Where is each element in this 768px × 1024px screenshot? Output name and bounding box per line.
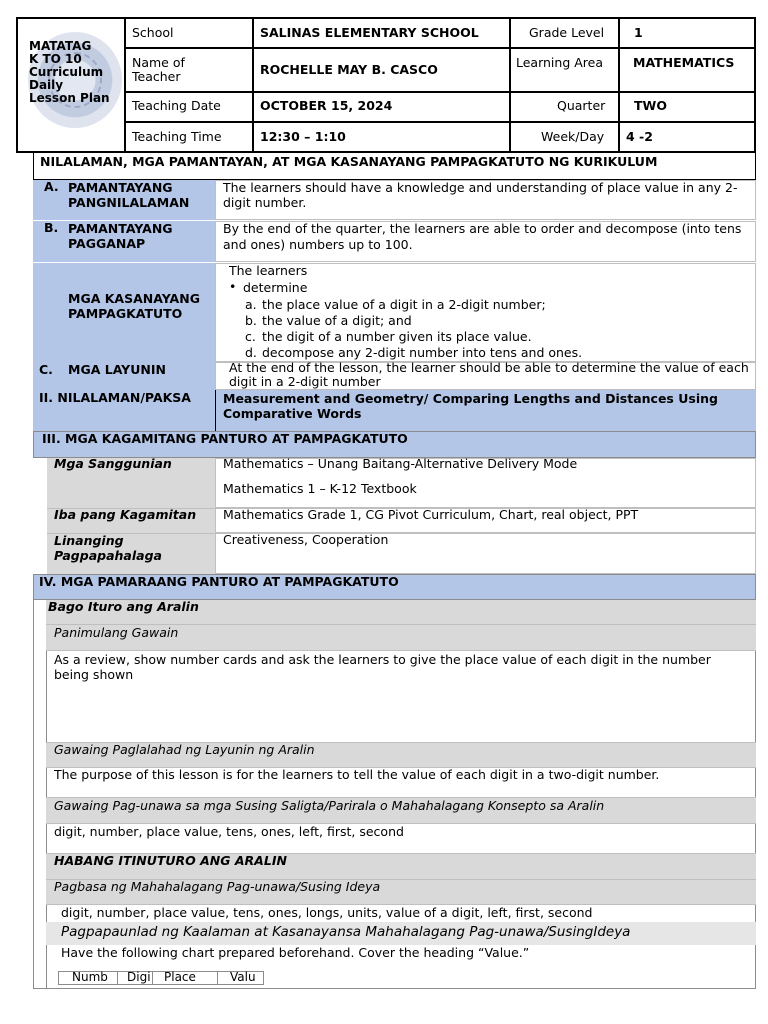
list-letter: b. xyxy=(245,313,257,328)
linang-text: Creativeness, Cooperation xyxy=(223,532,389,547)
list-letter: c. xyxy=(245,329,256,344)
header-rule xyxy=(252,17,254,153)
pagbasa-label: Pagbasa ng Mahahalagang Pag-unawa/Susing Ideya xyxy=(54,879,381,894)
iba-text: Mathematics Grade 1, CG Pivot Curriculum, Chart, real object, PPT xyxy=(223,507,639,522)
section3-title: III. MGA KAGAMITANG PANTURO AT PAMPAGKATUTO xyxy=(42,431,408,446)
header-rule xyxy=(124,47,756,49)
b-label: PAMANTAYANG PAGGANAP xyxy=(68,221,173,251)
header-rule xyxy=(124,91,756,93)
chart-header: Valu xyxy=(230,970,256,984)
header-rule xyxy=(124,121,756,123)
section2-text: Measurement and Geometry/ Comparing Lengths and Distances Using Comparative Words xyxy=(223,391,718,421)
c-text: At the end of the lesson, the learner should be able to determine the value of each digit in a 2-digit number xyxy=(229,360,749,389)
c-label: MGA LAYUNIN xyxy=(68,362,166,377)
divider xyxy=(33,988,756,989)
pagpapaunlad-text: Have the following chart prepared beforehand. Cover the heading “Value.” xyxy=(61,945,530,960)
weekday-value: 4 -2 xyxy=(626,129,653,144)
habang-label: HABANG ITINUTURO ANG ARALIN xyxy=(54,853,287,868)
list-item: the value of a digit; and xyxy=(262,313,412,328)
logo-title: MATATAG K TO 10 Curriculum Daily Lesson Plan xyxy=(29,39,110,105)
school-label: School xyxy=(132,25,174,40)
header-rule xyxy=(618,17,620,153)
panimulang-label: Panimulang Gawain xyxy=(54,625,179,640)
paglalahad-label: Gawaing Paglalahad ng Layunin ng Aralin xyxy=(54,742,315,757)
list-letter: a. xyxy=(245,297,257,312)
date-label: Teaching Date xyxy=(132,98,221,113)
time-value: 12:30 – 1:10 xyxy=(260,129,346,144)
teacher-label: Name of Teacher xyxy=(132,55,185,84)
bago-label: Bago Ituro ang Aralin xyxy=(48,599,199,614)
area-label: Learning Area xyxy=(516,55,604,70)
sanggunian-label: Mga Sanggunian xyxy=(54,456,172,471)
b-letter: B. xyxy=(44,220,59,235)
chart-header: Numb xyxy=(72,970,108,984)
pagunawa-label: Gawaing Pag-unawa sa mga Susing Saligta/Parirala o Mahahalagang Konsepto sa Aralin xyxy=(54,798,605,813)
time-label: Teaching Time xyxy=(132,129,222,144)
kasanayang-label: MGA KASANAYANG PAMPAGKATUTO xyxy=(68,291,200,321)
iba-label: Iba pang Kagamitan xyxy=(54,507,197,522)
divider xyxy=(217,971,218,985)
linang-label: Linanging Pagpapahalaga xyxy=(54,533,162,563)
divider xyxy=(33,600,34,988)
section4-title: IV. MGA PAMARAANG PANTURO AT PAMPAGKATUTO xyxy=(39,574,399,589)
a-letter: A. xyxy=(44,179,59,194)
header-rule xyxy=(124,17,126,153)
k-bullet: determine xyxy=(243,280,308,295)
list-item: decompose any 2-digit number into tens and ones. xyxy=(262,345,583,360)
k-intro: The learners xyxy=(229,263,308,278)
a-text: The learners should have a knowledge and understanding of place value in any 2-digit number. xyxy=(223,180,738,210)
list-letter: d. xyxy=(245,345,257,360)
b-text: By the end of the quarter, the learners are able to order and decompose (into tens and ones) numbers up to 100. xyxy=(223,221,742,252)
section1-title: NILALAMAN, MGA PAMANTAYAN, AT MGA KASANAYANG PAMPAGKATUTO NG KURIKULUM xyxy=(40,154,658,169)
section2-label: II. NILALAMAN/PAKSA xyxy=(39,390,191,405)
date-value: OCTOBER 15, 2024 xyxy=(260,98,393,113)
area-value: MATHEMATICS xyxy=(633,55,735,70)
school-value: SALINAS ELEMENTARY SCHOOL xyxy=(260,25,479,40)
chart-header: Place xyxy=(164,970,196,984)
quarter-label: Quarter xyxy=(557,98,606,113)
list-item: the place value of a digit in a 2-digit number; xyxy=(262,297,546,312)
weekday-label: Week/Day xyxy=(541,129,605,144)
grade-value: 1 xyxy=(634,25,643,40)
a-label: PAMANTAYANG PANGNILALAMAN xyxy=(68,180,190,210)
chart-header: Digi xyxy=(127,970,151,984)
divider xyxy=(117,971,118,985)
grade-label: Grade Level xyxy=(529,25,605,40)
pagpapaunlad-label: Pagpapaunlad ng Kaalaman at Kasanayansa Mahahalagang Pag-unawa/SusingIdeya xyxy=(61,924,631,940)
pagbasa-text: digit, number, place value, tens, ones, longs, units, value of a digit, left, first, second xyxy=(61,905,593,920)
header-rule xyxy=(509,17,511,153)
quarter-value: TWO xyxy=(634,98,667,113)
list-item: the digit of a number given its place value. xyxy=(262,329,532,344)
c-letter: C. xyxy=(39,362,53,377)
divider xyxy=(215,390,216,431)
sanggunian-1: Mathematics – Unang Baitang-Alternative Delivery Mode xyxy=(223,456,578,471)
panimulang-text: As a review, show number cards and ask the learners to give the place value of each digit in the number being shown xyxy=(54,652,711,682)
paglalahad-text: The purpose of this lesson is for the learners to tell the value of each digit in a two-digit number. xyxy=(54,767,660,782)
divider xyxy=(152,971,153,985)
teacher-value: ROCHELLE MAY B. CASCO xyxy=(260,62,438,77)
sanggunian-2: Mathematics 1 – K-12 Textbook xyxy=(223,481,417,496)
pagunawa-text: digit, number, place value, tens, ones, left, first, second xyxy=(54,824,404,839)
bullet-icon: • xyxy=(229,279,237,294)
